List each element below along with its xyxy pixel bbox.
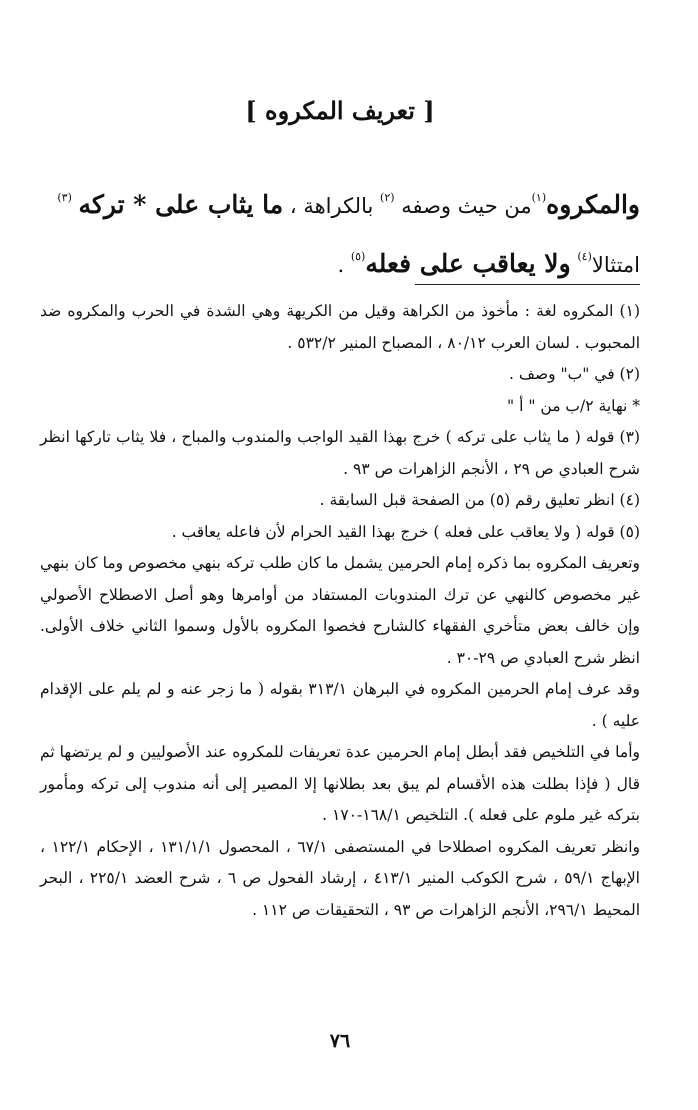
footnote-3: (٣) قوله ( ما يثاب على تركه ) خرج بهذا القيد الواجب والمندوب والمباح ، فلا يثاب تاركها انظر شرح العبادي ص ٢٩ ، الأنجم الزاهرات ص ٩٣ . xyxy=(40,428,640,478)
footnote-5-references: وانظر تعريف المكروه اصطلاحا في المستصفى ٦٧/١ ، المحصول ١٣١/١/١ ، الإحكام ١٢٢/١ ، الإبهاج ٥٩/١ ، شرح الكوكب المنير ٤١٣/١ ، إرشاد الفحول ص ٦ ، شرح العضد ٢٢٥/١ ، البحر المحيط ٢٩٦/١، الأنجم الزاهرات ص ٩٣ ، التحقيقات ص ١١٢ . xyxy=(40,837,641,919)
main-paragraph xyxy=(40,176,640,294)
footnote-ref-5: (٥) xyxy=(350,250,366,263)
footnote-5-talkhis: وأما في التلخيص فقد أبطل إمام الحرمين عدة تعريفات للمكروه عند الأصوليين و لم يرتضها ثم قال ( فإذا بطلت هذه الأقسام لم يبق بعد بطلانها إلا المصير إلى أنه مندوب إلى تركه ومأمور بتركه غير ملوم على فعله ). التلخيص ١٦٨/١-١٧٠ . xyxy=(40,743,640,824)
main-term: والمكروه xyxy=(546,190,640,219)
footnote-5: (٥) قوله ( ولا يعاقب على فعله ) خرج بهذا القيد الحرام لأن فاعله يعاقب . xyxy=(171,522,640,541)
footnote-5-continued: وتعريف المكروه بما ذكره إمام الحرمين يشمل ما كان طلب تركه بنهي مخصوص وما كان بنهي غير مخصوص كالنهي عن ترك المندوبات المستفاد من أوامرها وهو أصل الاصطلاح الأصولي وإن خالف بعض متأخري الفقهاء كالشارح فخصوا المكروه بالأول وسموا الثاني خلاف الأولى. انظر شرح العبادي ص ٢٩-٣٠ . xyxy=(40,554,640,667)
footnotes xyxy=(40,296,640,926)
footnote-separator xyxy=(415,284,640,285)
footnote-ref-3: (٣) xyxy=(57,191,72,204)
section-title: [ تعريف المكروه ] xyxy=(245,96,435,125)
footnote-ref-2: (٢) xyxy=(380,191,395,204)
footnote-star: * نهاية ٢/ب من " أ " xyxy=(507,396,640,415)
footnote-5-burhan: وقد عرف إمام الحرمين المكروه في البرهان ٣١٣/١ بقوله ( ما زجر عنه و لم يلم على الإقدام عليه ) . xyxy=(40,680,640,730)
footnote-4: (٤) انظر تعليق رقم (٥) من الصفحة قبل السابقة . xyxy=(319,491,640,509)
footnote-ref-4: (٤) xyxy=(577,250,592,263)
footnote-ref-1: (١) xyxy=(531,191,547,204)
footnote-2: (٢) في "ب" وصف . xyxy=(509,365,640,383)
footnote-1: (١) المكروه لغة : مأخوذ من الكراهة وقيل من الكريهة وهي الشدة في الحرب والمكروه ضد المحبوب . لسان العرب ٨٠/١٢ ، المصباح المنير ٥٣٢/٢ . xyxy=(40,302,640,352)
main-text-part-1: من حيث وصفه xyxy=(401,194,532,218)
main-end-mark: . xyxy=(337,253,345,277)
page xyxy=(40,0,640,1110)
main-text-part-3: امتثالا xyxy=(591,253,640,277)
main-definition-1: ما يثاب على * تركه xyxy=(78,190,284,219)
main-text-part-2: بالكراهة ، xyxy=(289,194,374,218)
main-definition-2: ولا يعاقب على فعله xyxy=(365,249,571,278)
page-number: ٧٦ xyxy=(329,1030,351,1052)
